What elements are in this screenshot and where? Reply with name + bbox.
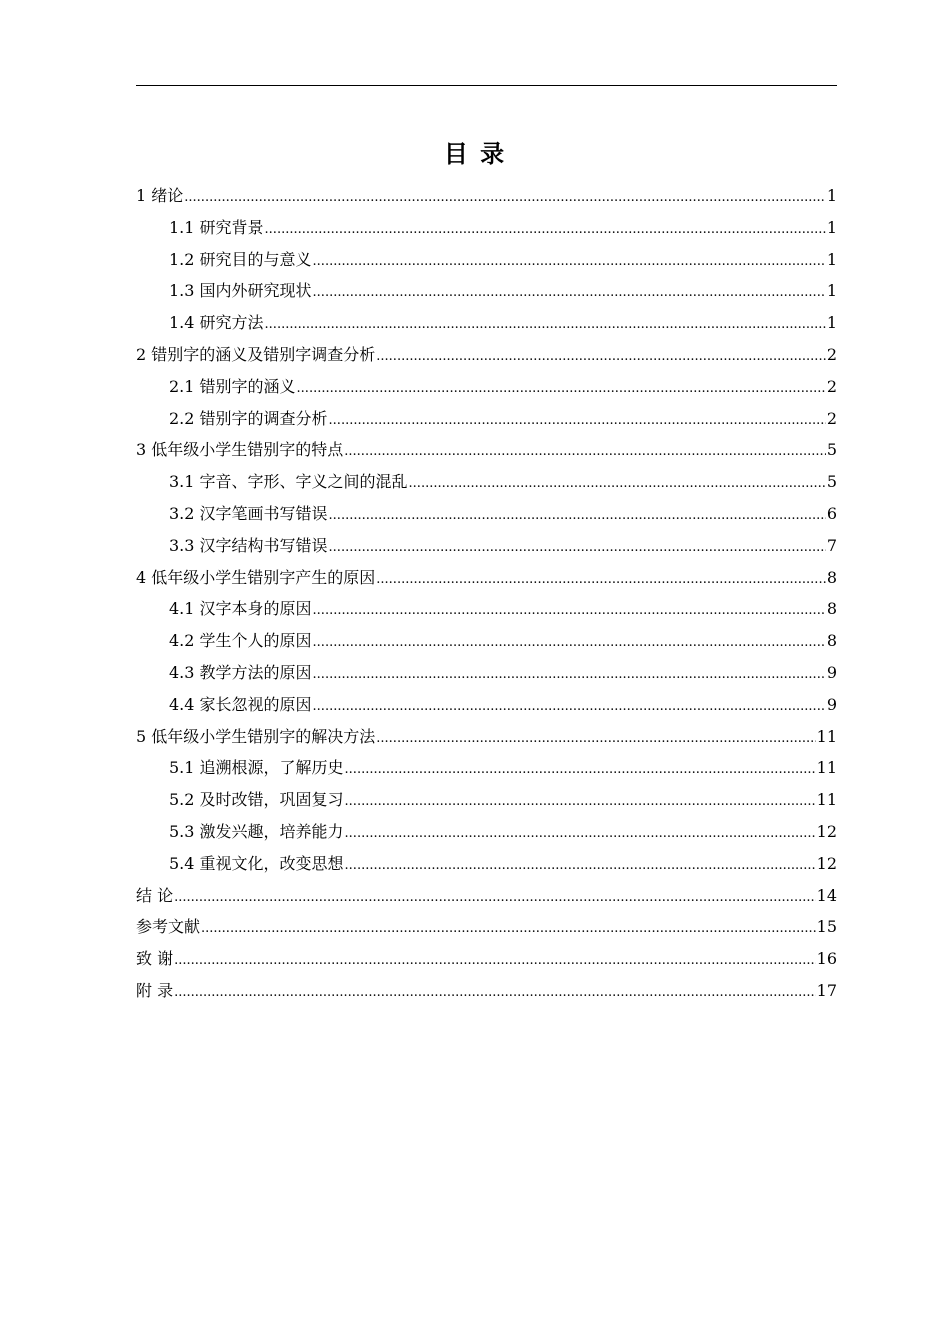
toc-entry-label: 3 低年级小学生错别字的特点 (136, 440, 344, 460)
toc-entry-label: 致 谢 (136, 949, 174, 969)
toc-entry-page: 7 (826, 535, 837, 555)
toc-entry-label: 5.4 重视文化，改变思想 (169, 853, 344, 873)
toc-entry-page: 11 (816, 758, 837, 778)
toc-dot-leader (265, 309, 826, 341)
toc-entry-label: 4.1 汉字本身的原因 (169, 599, 312, 619)
toc-entry-label: 4.4 家长忽视的原因 (169, 694, 312, 714)
toc-dot-leader (409, 468, 826, 500)
toc-entry[interactable] (136, 403, 837, 435)
toc-entry[interactable] (136, 562, 837, 594)
toc-dot-leader (376, 723, 815, 755)
toc-entry[interactable] (136, 530, 837, 562)
toc-entry-page: 12 (816, 821, 837, 841)
toc-dot-leader (313, 595, 826, 627)
toc-entry-page: 5 (826, 472, 837, 492)
toc-entry-label: 2.1 错别字的涵义 (169, 376, 296, 396)
toc-dot-leader (344, 436, 826, 468)
toc-entry-label: 2 错别字的涵义及错别字调查分析 (136, 344, 376, 364)
toc-entry[interactable] (136, 752, 837, 784)
toc-entry[interactable] (136, 943, 837, 975)
toc-entry-label: 结 论 (136, 885, 174, 905)
toc-entry-label: 1.2 研究目的与意义 (169, 249, 312, 269)
toc-entry[interactable] (136, 371, 837, 403)
toc-dot-leader (174, 882, 816, 914)
toc-dot-leader (313, 246, 826, 278)
toc-dot-leader (297, 373, 826, 405)
toc-entry-page: 2 (826, 408, 837, 428)
toc-dot-leader (329, 532, 826, 564)
toc-entry-label: 3.1 字音、字形、字义之间的混乱 (169, 472, 408, 492)
toc-dot-leader (345, 754, 816, 786)
toc-entry-page: 15 (816, 917, 837, 937)
toc-entry-label: 参考文献 (136, 917, 201, 937)
toc-entry-page: 1 (826, 281, 837, 301)
toc-dot-leader (313, 659, 826, 691)
toc-entry[interactable] (136, 466, 837, 498)
toc-entry-label: 3.2 汉字笔画书写错误 (169, 503, 328, 523)
toc-entry[interactable] (136, 880, 837, 912)
toc-entry-page: 16 (816, 949, 837, 969)
toc-entry-page: 8 (826, 599, 837, 619)
toc-entry-page: 1 (826, 217, 837, 237)
toc-entry[interactable] (136, 625, 837, 657)
toc-entry[interactable] (136, 339, 837, 371)
toc-entry[interactable] (136, 434, 837, 466)
toc-entry[interactable] (136, 721, 837, 753)
toc-dot-leader (345, 850, 816, 882)
toc-entry-label: 4.2 学生个人的原因 (169, 631, 312, 651)
toc-dot-leader (313, 627, 826, 659)
toc-entry-label: 4 低年级小学生错别字产生的原因 (136, 567, 376, 587)
toc-dot-leader (329, 405, 826, 437)
toc-entry-page: 14 (816, 885, 837, 905)
toc-entry-page: 11 (816, 726, 837, 746)
toc-entry-label: 4.3 教学方法的原因 (169, 662, 312, 682)
toc-entry-label: 1.4 研究方法 (169, 313, 264, 333)
toc-entry[interactable] (136, 816, 837, 848)
toc-entry-label: 5.1 追溯根源，了解历史 (169, 758, 344, 778)
toc-dot-leader (345, 786, 816, 818)
toc-entry-label: 3.3 汉字结构书写错误 (169, 535, 328, 555)
toc-entry[interactable] (136, 911, 837, 943)
toc-entry-page: 9 (826, 662, 837, 682)
toc-entry-page: 8 (826, 631, 837, 651)
toc-dot-leader (313, 277, 826, 309)
toc-entry[interactable] (136, 848, 837, 880)
toc-dot-leader (376, 341, 826, 373)
toc-dot-leader (265, 214, 826, 246)
toc-dot-leader (345, 818, 816, 850)
toc-entry[interactable] (136, 593, 837, 625)
toc-title: 目 录 (443, 140, 507, 168)
header-rule (136, 85, 837, 86)
toc-entry[interactable] (136, 244, 837, 276)
toc-entry[interactable] (136, 657, 837, 689)
toc-entry-label: 1.3 国内外研究现状 (169, 281, 312, 301)
toc-dot-leader (184, 182, 826, 214)
toc-entry-page: 8 (826, 567, 837, 587)
toc-dot-leader (174, 977, 816, 1009)
toc-entry-label: 1.1 研究背景 (169, 217, 264, 237)
toc-dot-leader (174, 945, 816, 977)
toc-entry-page: 1 (826, 249, 837, 269)
toc-entry-page: 6 (826, 503, 837, 523)
toc-entry-page: 12 (816, 853, 837, 873)
toc-entry-page: 1 (826, 186, 837, 205)
toc-entry[interactable] (136, 180, 837, 212)
toc-entry-page: 9 (826, 694, 837, 714)
toc-entry-page: 11 (816, 790, 837, 810)
toc-entry[interactable] (136, 498, 837, 530)
toc-entry-label: 附 录 (136, 980, 174, 1000)
toc-dot-leader (376, 564, 826, 596)
toc-entry[interactable] (136, 212, 837, 244)
toc-entry-page: 17 (816, 980, 837, 1000)
toc-entry-label: 5 低年级小学生错别字的解决方法 (136, 726, 376, 746)
toc-entry[interactable] (136, 784, 837, 816)
toc-entry-page: 5 (826, 440, 837, 460)
toc-entry-label: 5.2 及时改错，巩固复习 (169, 790, 344, 810)
toc-entry[interactable] (136, 975, 837, 1007)
toc-entry-label: 2.2 错别字的调查分析 (169, 408, 328, 428)
toc-entry-page: 1 (826, 313, 837, 333)
toc-entry-page: 2 (826, 376, 837, 396)
toc-dot-leader (201, 913, 816, 945)
toc-entry-page: 2 (826, 344, 837, 364)
toc-entry[interactable] (136, 275, 837, 307)
toc-entry-label: 5.3 激发兴趣，培养能力 (169, 821, 344, 841)
toc-dot-leader (329, 500, 826, 532)
toc-list (136, 180, 837, 1007)
toc-entry[interactable] (136, 689, 837, 721)
toc-entry[interactable] (136, 307, 837, 339)
toc-entry-label: 1 绪论 (136, 186, 184, 205)
toc-dot-leader (313, 691, 826, 723)
